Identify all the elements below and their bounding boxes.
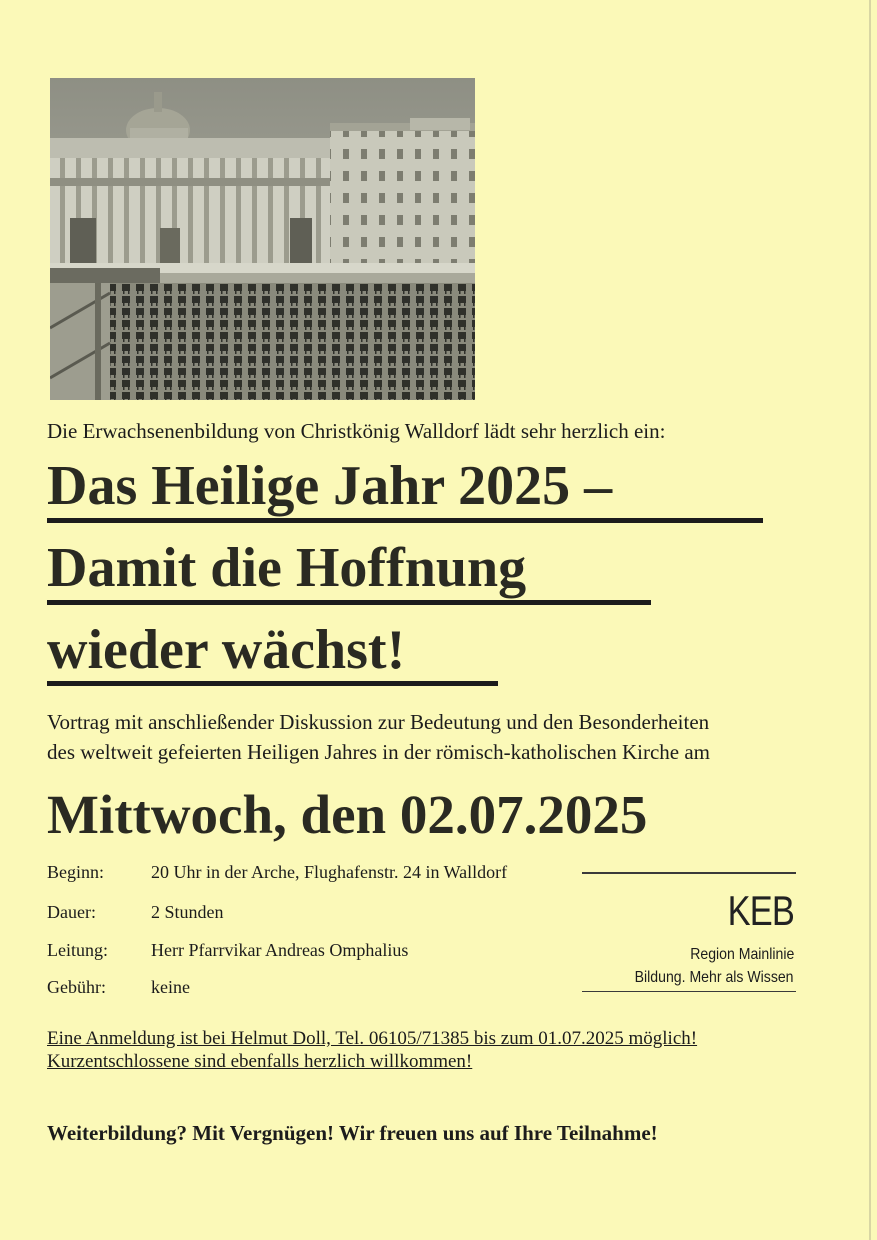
keb-top-rule bbox=[582, 872, 796, 874]
detail-label: Leitung: bbox=[47, 940, 108, 960]
registration-notice bbox=[47, 1027, 697, 1073]
detail-value: 20 Uhr in der Arche, Flughafenstr. 24 in Walldorf bbox=[151, 862, 508, 882]
event-description bbox=[47, 707, 710, 767]
description-line-2: des weltweit gefeierten Heiligen Jahres in der römisch-katholischen Kirche am bbox=[47, 740, 711, 764]
keb-region: Region Mainlinie bbox=[689, 946, 794, 963]
detail-value: 2 Stunden bbox=[151, 902, 224, 922]
notice-line-1: Eine Anmeldung ist bei Helmut Doll, Tel. 06105/71385 bis zum 01.07.2025 möglich! bbox=[47, 1028, 698, 1049]
notice-line-2: Kurzentschlossene sind ebenfalls herzlich willkommen! bbox=[47, 1051, 473, 1072]
event-date: Mittwoch, den 02.07.2025 bbox=[47, 784, 648, 845]
headline-line-1: Das Heilige Jahr 2025 – bbox=[47, 455, 613, 517]
closing-text: Weiterbildung? Mit Vergnügen! Wir freuen uns auf Ihre Teilnahme! bbox=[47, 1121, 658, 1145]
detail-value: keine bbox=[151, 977, 190, 997]
description-line-1: Vortrag mit anschließender Diskussion zur Bedeutung und den Besonderheiten bbox=[47, 710, 710, 734]
headline-line-3: wieder wächst! bbox=[47, 619, 406, 681]
detail-value: Herr Pfarrvikar Andreas Omphalius bbox=[151, 940, 409, 960]
st-peters-square-photo bbox=[50, 78, 475, 400]
keb-logo: KEB bbox=[727, 887, 794, 934]
detail-label: Gebühr: bbox=[47, 977, 106, 997]
headline-underline-3 bbox=[47, 681, 498, 686]
headline-underline-1 bbox=[47, 518, 763, 523]
keb-slogan: Bildung. Mehr als Wissen bbox=[635, 969, 794, 986]
headline-underline-2 bbox=[47, 600, 651, 605]
page-edge bbox=[869, 0, 871, 1240]
headline-line-2: Damit die Hoffnung bbox=[47, 537, 527, 599]
keb-bottom-rule bbox=[582, 991, 796, 992]
intro-text: Die Erwachsenenbildung von Christkönig Walldorf lädt sehr herzlich ein: bbox=[47, 419, 666, 443]
detail-label: Beginn: bbox=[47, 862, 104, 882]
detail-label: Dauer: bbox=[47, 902, 96, 922]
keb-logo-block bbox=[580, 870, 796, 995]
